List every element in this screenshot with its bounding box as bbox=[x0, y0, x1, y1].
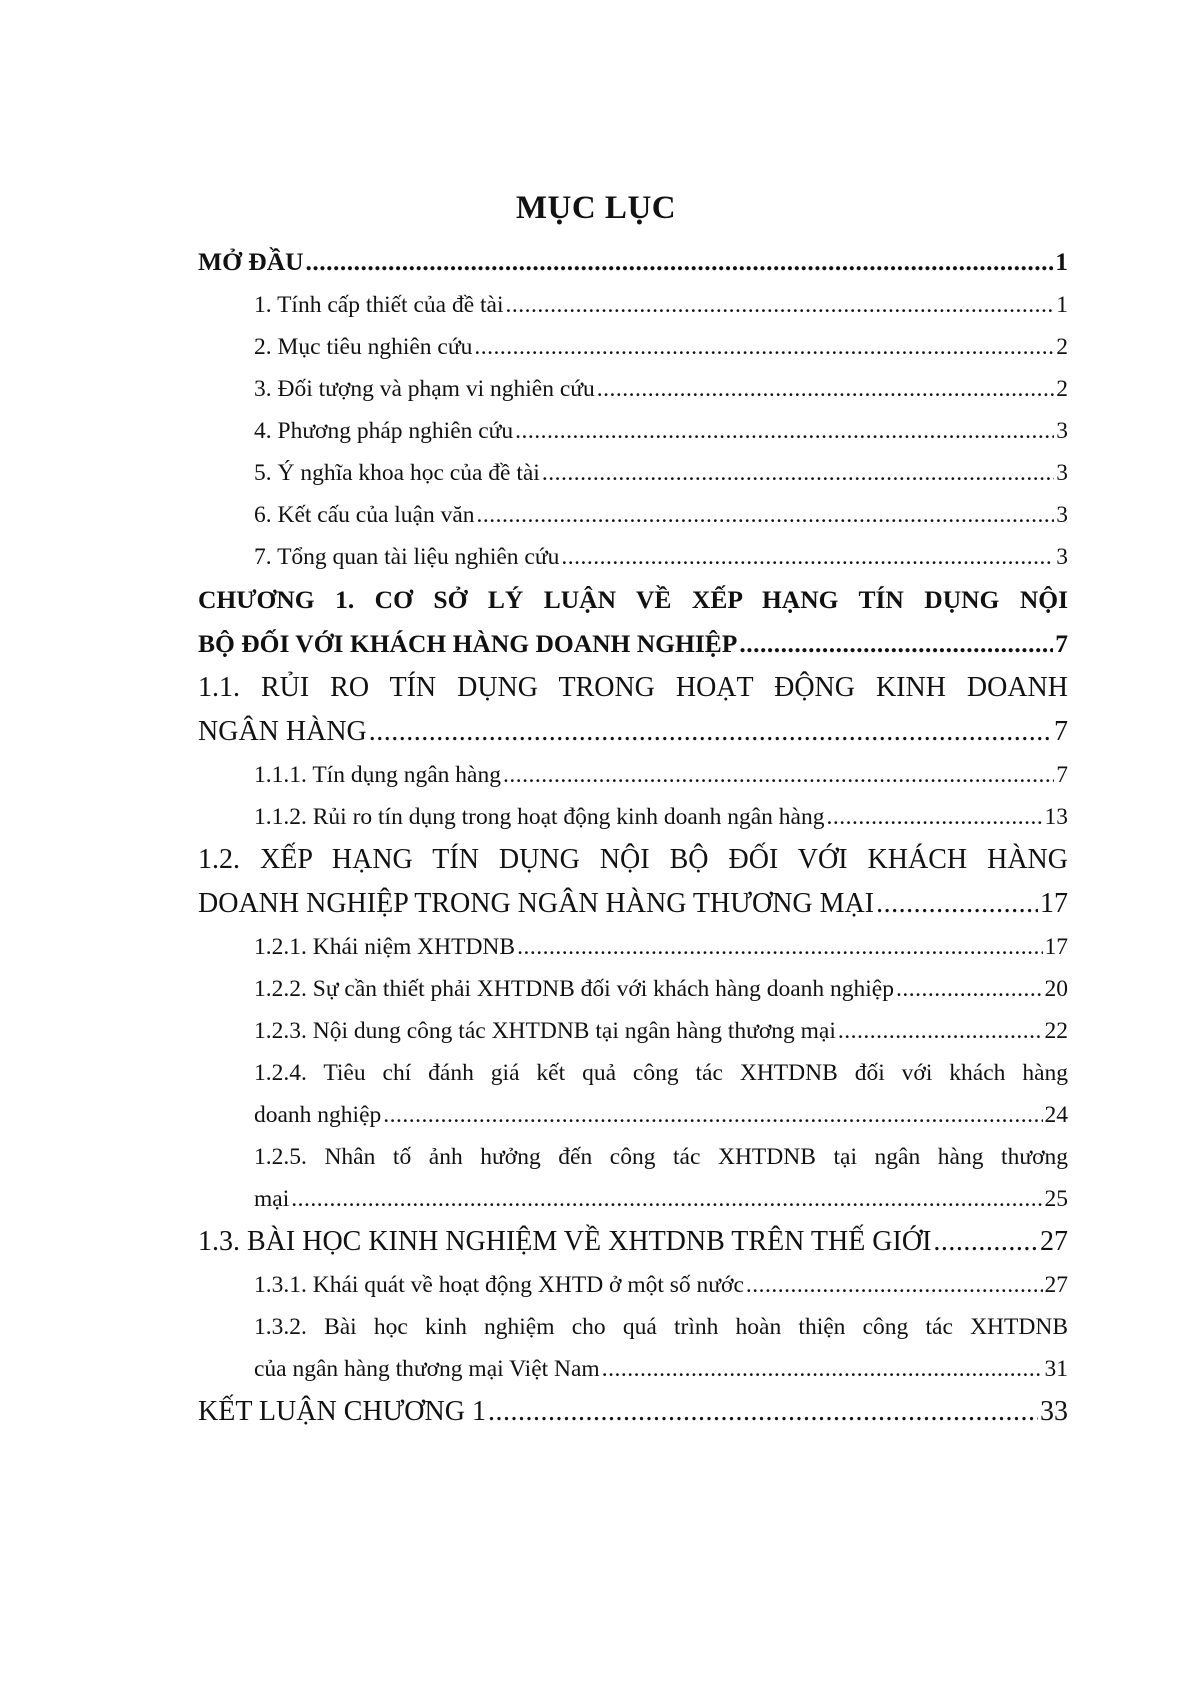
toc-entry-title: CHƯƠNG 1. CƠ SỞ LÝ LUẬN VỀ XẾP HẠNG TÍN DỤNG NỘI bbox=[198, 585, 1068, 614]
dot-leader bbox=[369, 710, 1052, 754]
toc-entry-line2[interactable] bbox=[198, 710, 1068, 754]
dot-leader bbox=[306, 240, 1054, 284]
toc-entry-page: 22 bbox=[1044, 1018, 1068, 1044]
toc-entry-page: 1 bbox=[1055, 247, 1068, 276]
toc-entry-line1[interactable] bbox=[198, 838, 1068, 882]
toc-entry-title: mại bbox=[254, 1186, 290, 1212]
toc-entry-page: 1 bbox=[1056, 292, 1068, 318]
dot-leader bbox=[506, 284, 1055, 326]
toc-entry-line1[interactable] bbox=[198, 666, 1068, 710]
dot-leader bbox=[602, 1348, 1043, 1390]
toc-entry-title: 4. Phương pháp nghiên cứu bbox=[254, 418, 514, 444]
toc-entry-page: 27 bbox=[1040, 1226, 1068, 1257]
toc-entry-title: 1.2. XẾP HẠNG TÍN DỤNG NỘI BỘ ĐỐI VỚI KHÁCH HÀNG bbox=[198, 844, 1068, 875]
toc-entry-page: 3 bbox=[1056, 544, 1068, 570]
toc-entry-title: 1.2.2. Sự cần thiết phải XHTDNB đối với khách hàng doanh nghiệp bbox=[254, 976, 894, 1002]
toc-entry[interactable] bbox=[198, 452, 1068, 494]
dot-leader bbox=[561, 536, 1054, 578]
toc-entry-title: doanh nghiệp bbox=[254, 1102, 382, 1128]
dot-leader bbox=[503, 754, 1054, 796]
toc-entry-page: 17 bbox=[1040, 888, 1068, 919]
toc-entry[interactable] bbox=[198, 240, 1068, 284]
toc-entry-line1[interactable] bbox=[198, 1136, 1068, 1178]
toc-entry-title: 1.2.5. Nhân tố ảnh hưởng đến công tác XHTDNB tại ngân hàng thương bbox=[254, 1144, 1068, 1170]
toc-entry-page: 3 bbox=[1056, 502, 1068, 528]
toc-entry-title: 1.3.1. Khái quát về hoạt động XHTD ở một số nước bbox=[254, 1272, 744, 1298]
toc-entry-page: 3 bbox=[1056, 460, 1068, 486]
toc-entry-page: 31 bbox=[1044, 1356, 1068, 1382]
toc-entry-page: 7 bbox=[1056, 762, 1068, 788]
toc-entry-line2[interactable] bbox=[198, 1178, 1068, 1220]
toc-entry-page: 3 bbox=[1056, 418, 1068, 444]
toc-entry[interactable] bbox=[198, 968, 1068, 1010]
toc-entry-page: 33 bbox=[1040, 1396, 1068, 1427]
toc-entry[interactable] bbox=[198, 926, 1068, 968]
dot-leader bbox=[838, 1010, 1043, 1052]
toc-entry-title: của ngân hàng thương mại Việt Nam bbox=[254, 1356, 600, 1382]
toc-entry-page: 17 bbox=[1044, 934, 1068, 960]
toc-entry-page: 24 bbox=[1044, 1102, 1068, 1128]
toc-entry-page: 2 bbox=[1056, 376, 1068, 402]
toc-entry-line1[interactable] bbox=[198, 1052, 1068, 1094]
toc-entry-title: MỞ ĐẦU bbox=[198, 247, 304, 276]
toc-entry[interactable] bbox=[198, 1264, 1068, 1306]
dot-leader bbox=[739, 622, 1053, 666]
toc-entry-line2[interactable] bbox=[198, 622, 1068, 666]
toc-entry-page: 7 bbox=[1055, 629, 1068, 658]
toc-entry-title: 1.2.3. Nội dung công tác XHTDNB tại ngân hàng thương mại bbox=[254, 1018, 836, 1044]
toc-entry-title: 1.2.4. Tiêu chí đánh giá kết quả công tác XHTDNB đối với khách hàng bbox=[254, 1060, 1068, 1086]
toc-entry[interactable] bbox=[198, 284, 1068, 326]
toc-entry-title: 5. Ý nghĩa khoa học của đề tài bbox=[254, 460, 540, 486]
page-title: MỤC LỤC bbox=[515, 190, 677, 226]
toc-entry-title: BỘ ĐỐI VỚI KHÁCH HÀNG DOANH NGHIỆP bbox=[198, 629, 738, 658]
toc-entry-title: 1.1.1. Tín dụng ngân hàng bbox=[254, 762, 501, 788]
toc-entry[interactable] bbox=[198, 536, 1068, 578]
toc-entry-title: 7. Tổng quan tài liệu nghiên cứu bbox=[254, 544, 560, 570]
dot-leader bbox=[474, 326, 1054, 368]
dot-leader bbox=[933, 1220, 1038, 1264]
dot-leader bbox=[488, 1390, 1038, 1434]
toc-entry-title: 1.1. RỦI RO TÍN DỤNG TRONG HOẠT ĐỘNG KINH DOANH bbox=[198, 672, 1068, 703]
toc-entry-line1[interactable] bbox=[198, 578, 1068, 622]
toc-entry[interactable] bbox=[198, 1220, 1068, 1264]
toc-entry-title: 1. Tính cấp thiết của đề tài bbox=[254, 292, 504, 318]
toc-entry-title: 3. Đối tượng và phạm vi nghiên cứu bbox=[254, 376, 595, 402]
toc-entry-page: 27 bbox=[1044, 1272, 1068, 1298]
toc-entry-line2[interactable] bbox=[198, 882, 1068, 926]
toc-entry[interactable] bbox=[198, 796, 1068, 838]
toc-entry[interactable] bbox=[198, 410, 1068, 452]
toc-entry[interactable] bbox=[198, 494, 1068, 536]
toc-entry-title: 1.3.2. Bài học kinh nghiệm cho quá trình hoàn thiện công tác XHTDNB bbox=[254, 1314, 1068, 1340]
dot-leader bbox=[826, 796, 1042, 838]
toc-entry-page: 25 bbox=[1044, 1186, 1068, 1212]
dot-leader bbox=[746, 1264, 1043, 1306]
dot-leader bbox=[477, 494, 1055, 536]
toc-entry-page: 2 bbox=[1056, 334, 1068, 360]
dot-leader bbox=[896, 968, 1043, 1010]
toc-entry-title: 6. Kết cấu của luận văn bbox=[254, 502, 475, 528]
dot-leader bbox=[291, 1178, 1042, 1220]
toc-entry-title: KẾT LUẬN CHƯƠNG 1 bbox=[198, 1396, 486, 1427]
toc-entry-title: DOANH NGHIỆP TRONG NGÂN HÀNG THƯƠNG MẠI bbox=[198, 888, 875, 919]
dot-leader bbox=[542, 452, 1054, 494]
dot-leader bbox=[383, 1094, 1042, 1136]
toc-entry[interactable] bbox=[198, 326, 1068, 368]
toc-entry-title: 1.3. BÀI HỌC KINH NGHIỆM VỀ XHTDNB TRÊN THẾ GIỚI bbox=[198, 1226, 932, 1257]
dot-leader bbox=[515, 410, 1054, 452]
table-of-contents bbox=[198, 240, 1068, 1434]
dot-leader bbox=[876, 882, 1038, 926]
toc-entry-title: 2. Mục tiêu nghiên cứu bbox=[254, 334, 473, 360]
toc-entry[interactable] bbox=[198, 754, 1068, 796]
toc-entry-title: 1.1.2. Rủi ro tín dụng trong hoạt động kinh doanh ngân hàng bbox=[254, 804, 825, 830]
dot-leader bbox=[597, 368, 1055, 410]
toc-entry-line1[interactable] bbox=[198, 1306, 1068, 1348]
toc-entry-line2[interactable] bbox=[198, 1348, 1068, 1390]
toc-entry-line2[interactable] bbox=[198, 1094, 1068, 1136]
toc-entry-page: 13 bbox=[1044, 804, 1068, 830]
toc-entry-page: 20 bbox=[1044, 976, 1068, 1002]
toc-entry-page: 7 bbox=[1054, 716, 1068, 747]
toc-entry-title: NGÂN HÀNG bbox=[198, 716, 367, 747]
toc-entry[interactable] bbox=[198, 1390, 1068, 1434]
toc-entry[interactable] bbox=[198, 368, 1068, 410]
toc-entry[interactable] bbox=[198, 1010, 1068, 1052]
toc-entry-title: 1.2.1. Khái niệm XHTDNB bbox=[254, 934, 516, 960]
dot-leader bbox=[517, 926, 1042, 968]
